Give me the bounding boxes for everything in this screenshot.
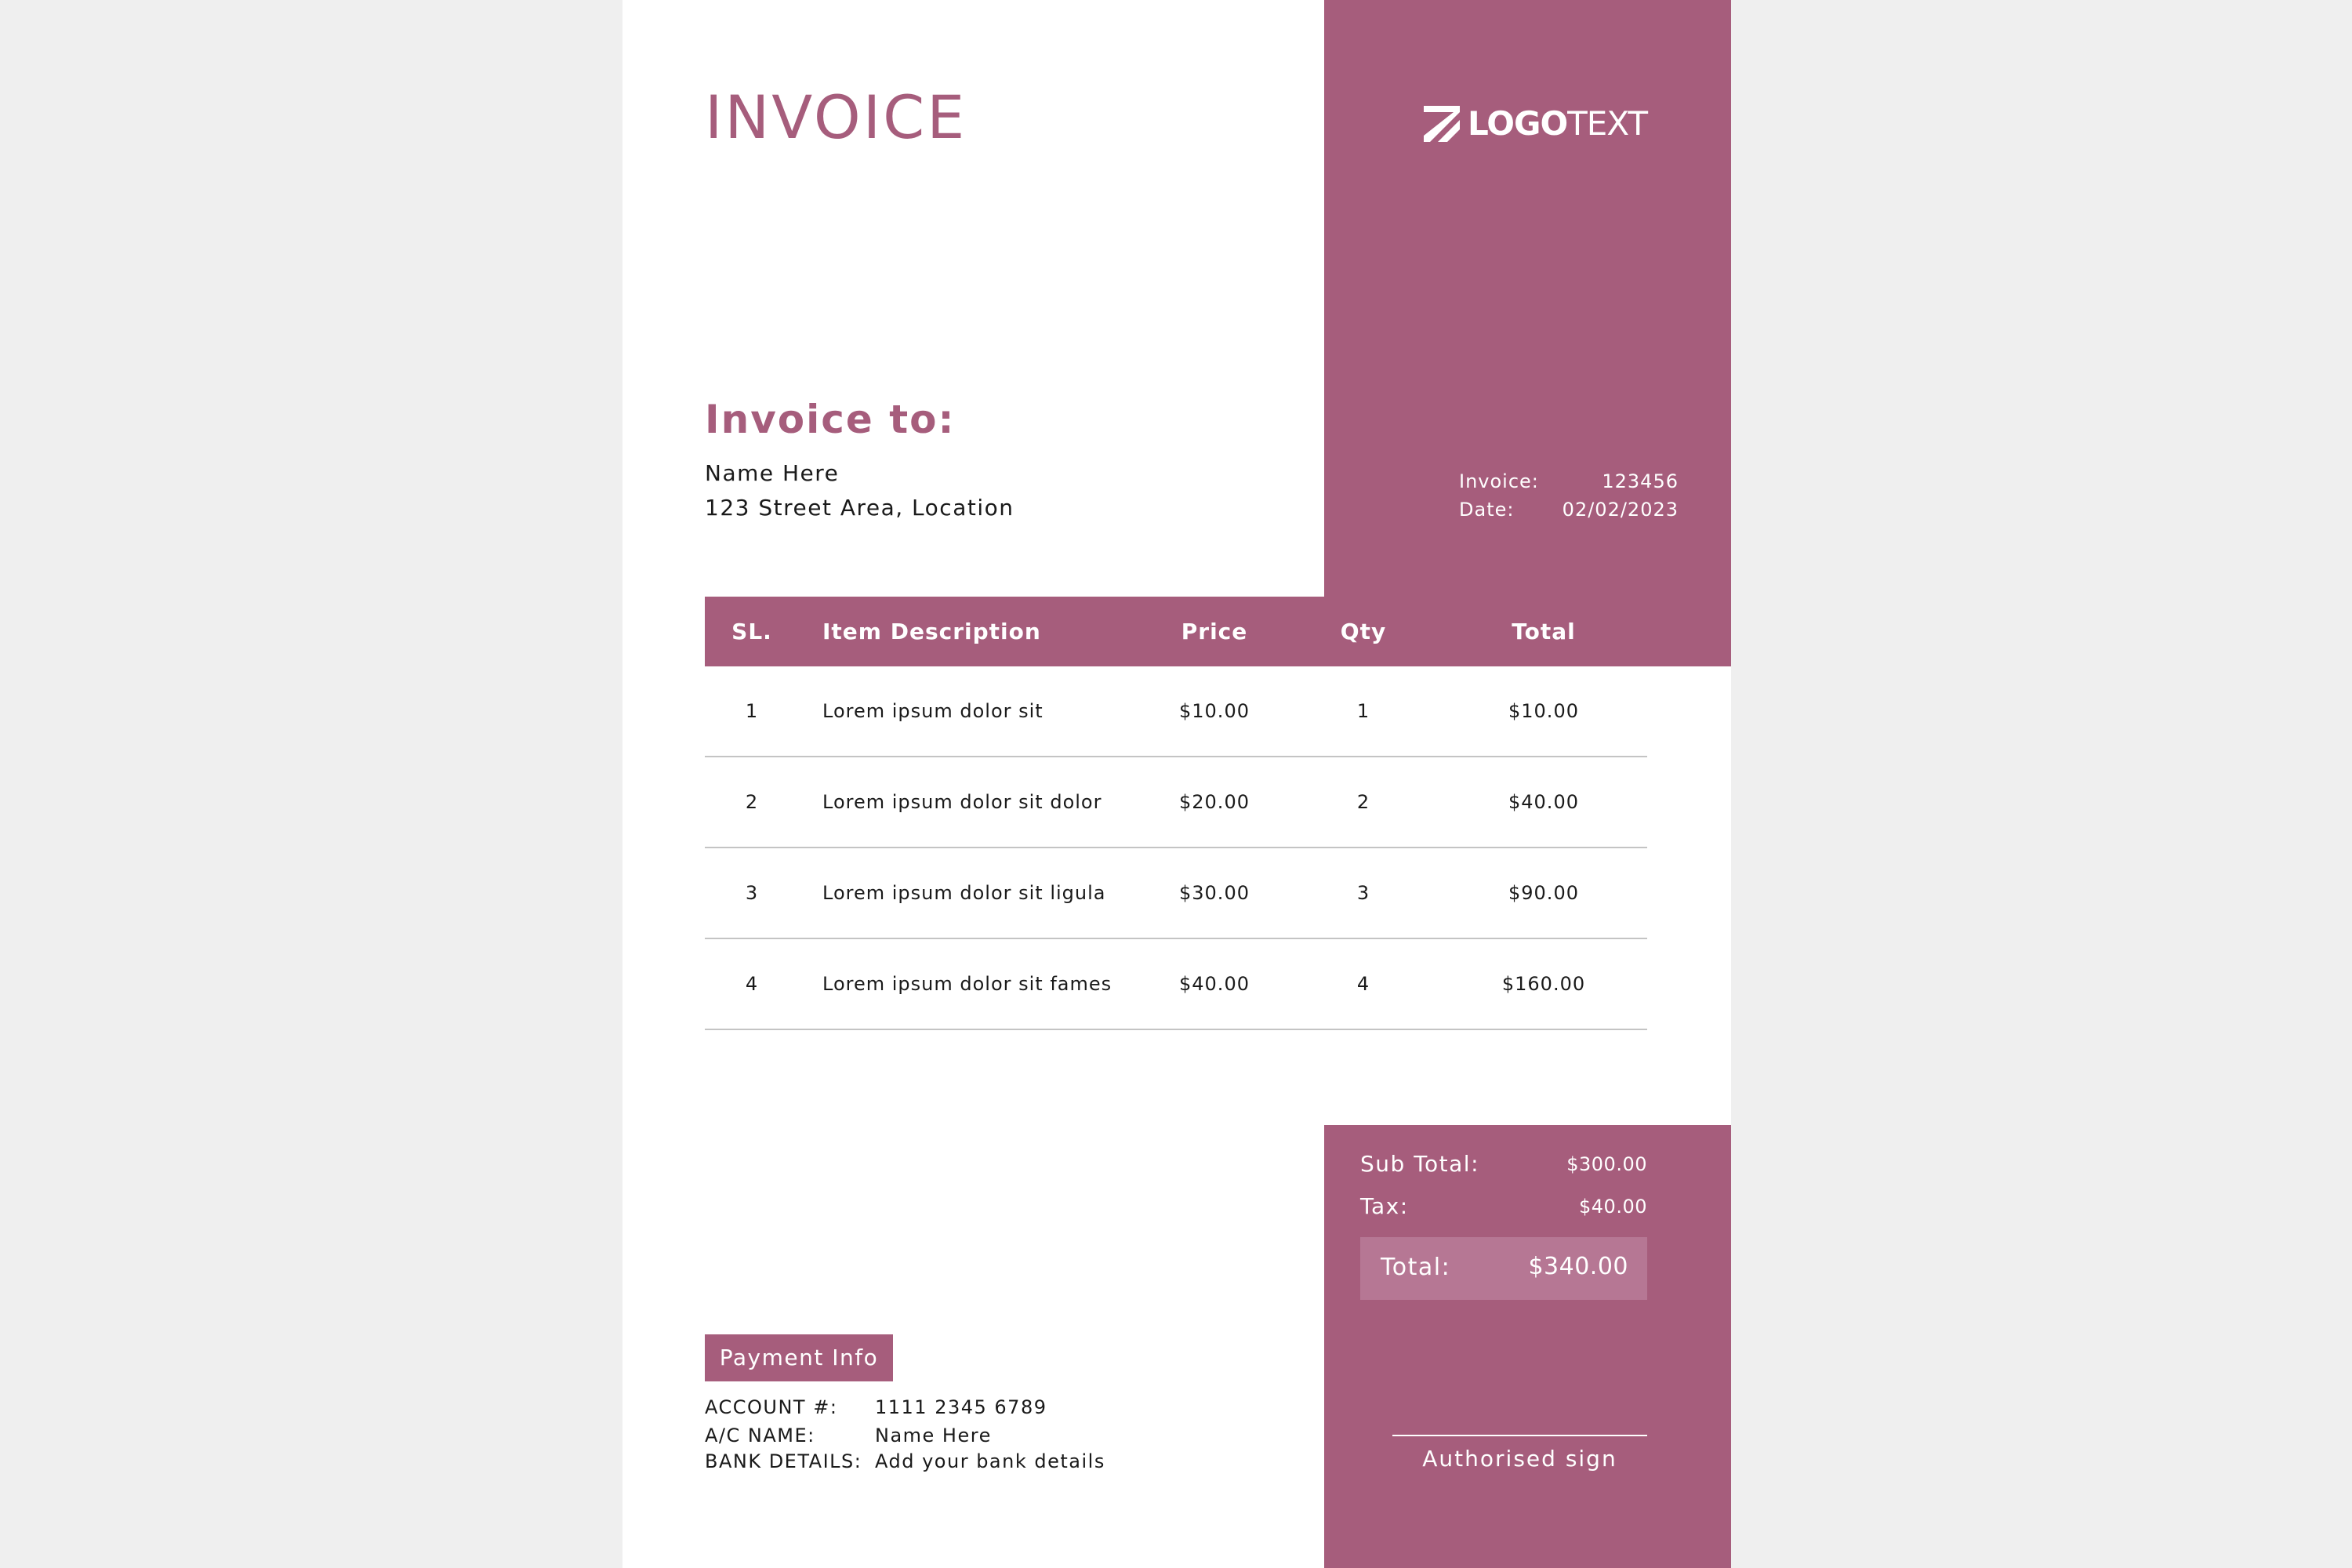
account-name-label: A/C NAME: bbox=[705, 1425, 815, 1446]
logo bbox=[1424, 106, 1647, 142]
items-table-body bbox=[705, 666, 1647, 1030]
bank-details-value: Add your bank details bbox=[875, 1450, 1105, 1472]
payment-info-heading: Payment Info bbox=[705, 1334, 893, 1381]
column-header-description: Item Description bbox=[822, 618, 1041, 644]
items-table-header bbox=[705, 597, 1731, 666]
signature-line bbox=[1392, 1435, 1647, 1436]
row-sl: 3 bbox=[745, 882, 759, 904]
column-header-sl: SL. bbox=[731, 618, 772, 644]
tax-value: $40.00 bbox=[1579, 1196, 1647, 1218]
subtotal-label: Sub Total: bbox=[1360, 1151, 1480, 1177]
column-header-price: Price bbox=[1181, 618, 1248, 644]
account-number-label: ACCOUNT #: bbox=[705, 1396, 838, 1418]
row-sl: 4 bbox=[745, 973, 759, 995]
table-row bbox=[705, 757, 1647, 848]
table-row bbox=[705, 848, 1647, 939]
invoice-title: INVOICE bbox=[705, 82, 967, 152]
row-sl: 2 bbox=[745, 791, 759, 813]
table-row bbox=[705, 939, 1647, 1030]
row-total: $90.00 bbox=[1508, 882, 1579, 904]
row-description: Lorem ipsum dolor sit fames bbox=[822, 973, 1112, 995]
subtotal-value: $300.00 bbox=[1566, 1153, 1647, 1175]
summary-accent-panel bbox=[1324, 1125, 1731, 1568]
column-header-qty: Qty bbox=[1340, 618, 1387, 644]
invoice-date-label: Date: bbox=[1459, 499, 1515, 521]
bank-details-label: BANK DETAILS: bbox=[705, 1450, 862, 1472]
account-name-value: Name Here bbox=[875, 1425, 992, 1446]
client-address: 123 Street Area, Location bbox=[705, 495, 1014, 521]
row-qty: 4 bbox=[1356, 973, 1370, 995]
grand-total-value: $340.00 bbox=[1528, 1253, 1628, 1280]
invoice-number-label: Invoice: bbox=[1459, 470, 1539, 492]
row-price: $20.00 bbox=[1179, 791, 1250, 813]
column-header-total: Total bbox=[1512, 618, 1576, 644]
slash-logo-icon bbox=[1424, 106, 1460, 142]
row-sl: 1 bbox=[745, 700, 759, 722]
row-qty: 3 bbox=[1356, 882, 1370, 904]
invoice-page bbox=[622, 0, 1731, 1568]
client-name: Name Here bbox=[705, 460, 840, 486]
grand-total-label: Total: bbox=[1381, 1254, 1451, 1281]
signature-label: Authorised sign bbox=[1422, 1446, 1617, 1472]
row-price: $30.00 bbox=[1179, 882, 1250, 904]
tax-label: Tax: bbox=[1360, 1193, 1409, 1219]
row-qty: 2 bbox=[1356, 791, 1370, 813]
logo-text: LOGOTEXT bbox=[1468, 104, 1648, 143]
grand-total-box bbox=[1360, 1237, 1647, 1300]
row-price: $10.00 bbox=[1179, 700, 1250, 722]
invoice-number-value: 123456 bbox=[1602, 470, 1679, 492]
table-row bbox=[705, 666, 1647, 757]
row-total: $10.00 bbox=[1508, 700, 1579, 722]
row-price: $40.00 bbox=[1179, 973, 1250, 995]
row-description: Lorem ipsum dolor sit bbox=[822, 700, 1044, 722]
row-description: Lorem ipsum dolor sit dolor bbox=[822, 791, 1102, 813]
row-total: $160.00 bbox=[1501, 973, 1586, 995]
invoice-date-value: 02/02/2023 bbox=[1562, 499, 1679, 521]
row-description: Lorem ipsum dolor sit ligula bbox=[822, 882, 1106, 904]
row-qty: 1 bbox=[1356, 700, 1370, 722]
row-total: $40.00 bbox=[1508, 791, 1579, 813]
account-number-value: 1111 2345 6789 bbox=[875, 1396, 1047, 1418]
invoice-to-heading: Invoice to: bbox=[705, 397, 956, 442]
